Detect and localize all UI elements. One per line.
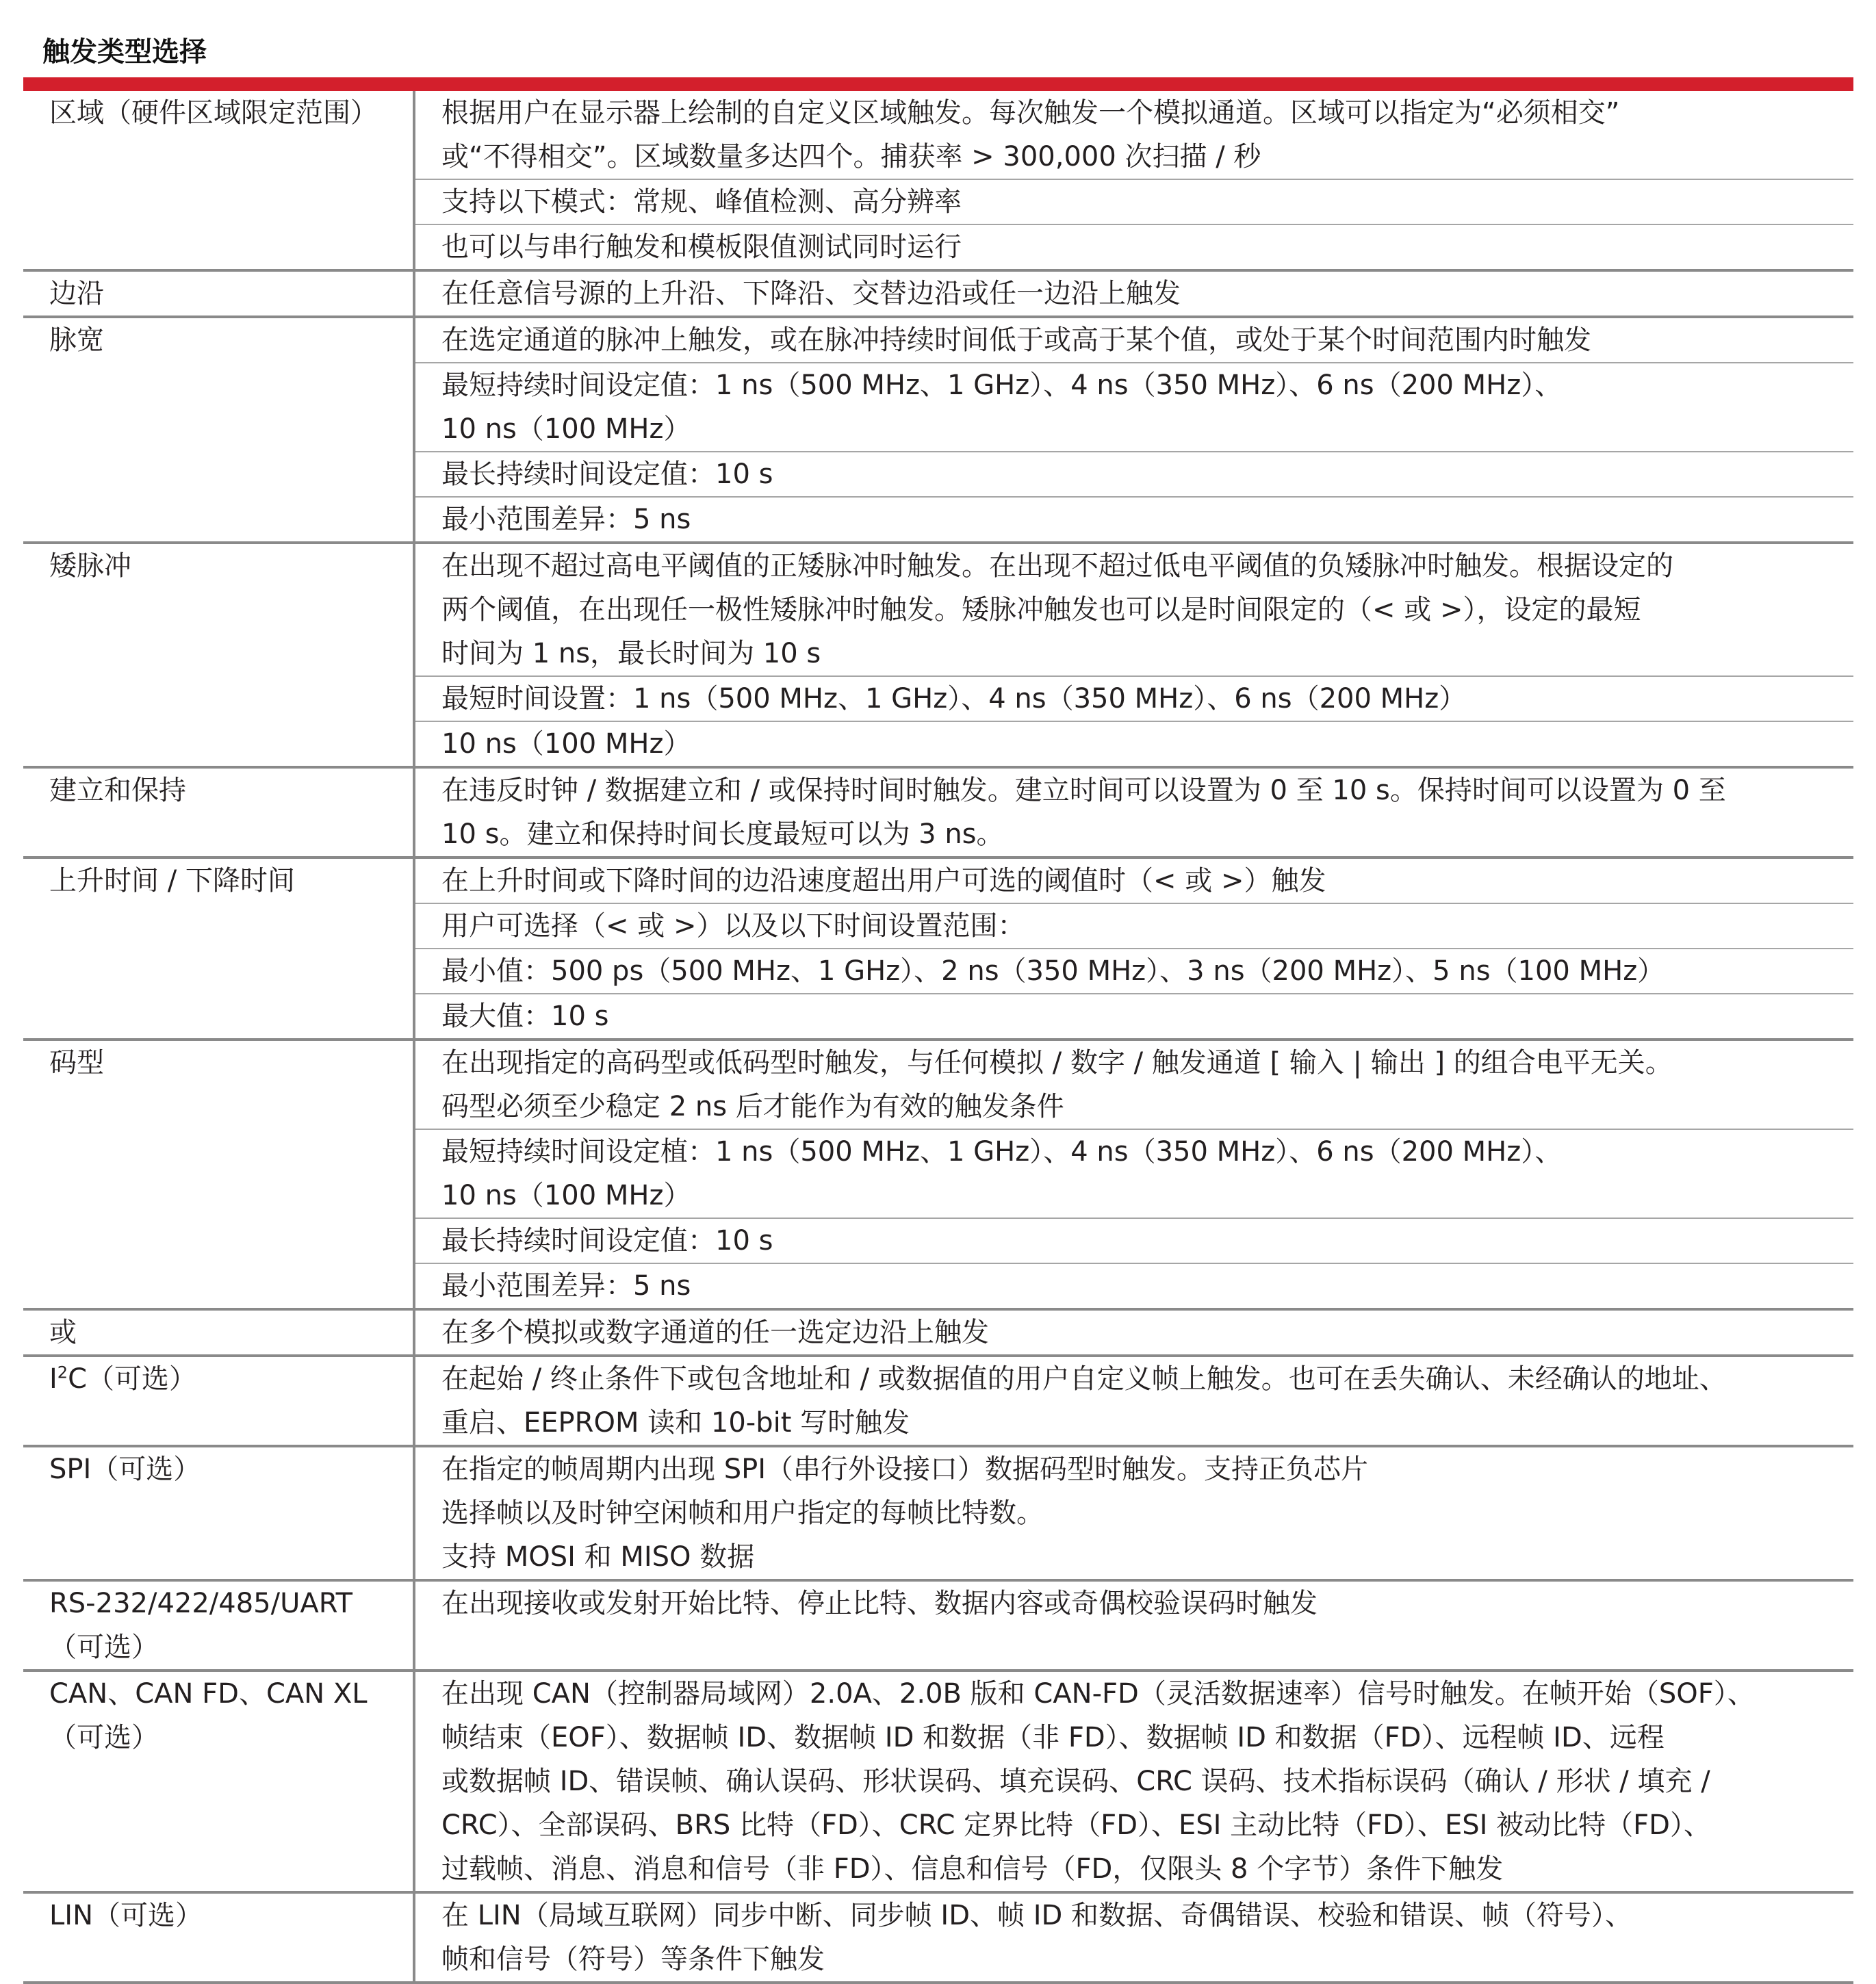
row-label: 上升时间 / 下降时间 (23, 859, 415, 1038)
description-item: 最小值：500 ps（500 MHz、1 GHz）、2 ns（350 MHz）、3 ns（200 MHz）、5 ns（100 MHz） (415, 948, 1853, 993)
description-item: 在出现指定的高码型或低码型时触发，与任何模拟 / 数字 / 触发通道 [ 输入 | 输出 ] 的组合电平无关。 码型必须至少稳定 2 ns 后才能作为有效的触发条件 (441, 1047, 1673, 1122)
description-item: 在指定的帧周期内出现 SPI（串行外设接口）数据码型时触发。支持正负芯片 选择帧以及时钟空闲帧和用户指定的每帧比特数。 支持 MOSI 和 MISO 数据 (441, 1454, 1369, 1573)
row-label: CAN、CAN FD、CAN XL （可选） (23, 1672, 415, 1891)
description-item: 最大值：10 s (415, 993, 1853, 1038)
row-description (415, 91, 1853, 269)
row-description (415, 272, 1853, 315)
row-description (415, 859, 1853, 1038)
description-item: 也可以与串行触发和模板限值测试同时运行 (415, 224, 1853, 269)
description-item: 在 LIN（局域互联网）同步中断、同步帧 ID、帧 ID 和数据、奇偶错误、校验和错误、帧（符号）、 帧和信号（符号）等条件下触发 (441, 1900, 1633, 1975)
row-description (415, 1894, 1853, 1981)
row-description (415, 1447, 1853, 1579)
description-item: 最长持续时间设定值：10 s (415, 1218, 1853, 1263)
page-title: 触发类型选择 (42, 36, 207, 68)
table-row-rise-fall-time (23, 856, 1853, 1038)
table-row-pulse-width (23, 315, 1853, 541)
row-description (415, 1672, 1853, 1891)
table-row-or (23, 1308, 1853, 1354)
row-label: 边沿 (23, 272, 415, 315)
row-description (415, 769, 1853, 856)
table-row-can (23, 1669, 1853, 1891)
row-description (415, 1311, 1853, 1354)
row-description (415, 1582, 1853, 1669)
row-description (415, 544, 1853, 766)
description-item: 10 ns（100 MHz） (415, 721, 1853, 766)
description-item: 在上升时间或下降时间的边沿速度超出用户可选的阈值时（< 或 >）触发 (441, 865, 1326, 897)
row-label: SPI（可选） (23, 1447, 415, 1579)
table-row-spi (23, 1445, 1853, 1579)
trigger-spec-table (23, 91, 1853, 1984)
description-item: 根据用户在显示器上绘制的自定义区域触发。每次触发一个模拟通道。区域可以指定为“必须相交” 或“不得相交”。区域数量多达四个。捕获率 > 300,000 次扫描 / 秒 (441, 97, 1620, 172)
table-row-setup-hold (23, 766, 1853, 856)
row-label: 矮脉冲 (23, 544, 415, 766)
description-item: 在违反时钟 / 数据建立和 / 或保持时间时触发。建立时间可以设置为 0 至 10 s。保持时间可以设置为 0 至 10 s。建立和保持时间长度最短可以为 3 ns。 (441, 775, 1726, 850)
table-row-zone (23, 91, 1853, 269)
description-item: 在起始 / 终止条件下或包含地址和 / 或数据值的用户自定义帧上触发。也可在丢失确认、未经确认的地址、 重启、EEPROM 读和 10-bit 写时触发 (441, 1363, 1727, 1439)
description-item: 在任意信号源的上升沿、下降沿、交替边沿或任一边沿上触发 (441, 278, 1181, 309)
row-description (415, 1041, 1853, 1308)
row-description (415, 318, 1853, 541)
table-row-runt (23, 541, 1853, 766)
row-label: 脉宽 (23, 318, 415, 541)
description-item: 最小范围差异：5 ns (415, 1263, 1853, 1308)
description-item: 支持以下模式：常规、峰值检测、高分辨率 (415, 179, 1853, 224)
description-item: 最短时间设置：1 ns（500 MHz、1 GHz）、4 ns（350 MHz）、6 ns（200 MHz） (415, 675, 1853, 721)
description-item: 最短持续时间设定值：1 ns（500 MHz、1 GHz）、4 ns（350 MHz）、6 ns（200 MHz）、 10 ns（100 MHz） (415, 362, 1853, 451)
description-item: 最长持续时间设定值：10 s (415, 451, 1853, 496)
table-row-edge (23, 269, 1853, 315)
description-item: 最短持续时间设定植：1 ns（500 MHz、1 GHz）、4 ns（350 MHz）、6 ns（200 MHz）、 10 ns（100 MHz） (415, 1129, 1853, 1218)
table-row-rs232-uart (23, 1579, 1853, 1669)
description-item: 在出现 CAN（控制器局域网）2.0A、2.0B 版和 CAN-FD（灵活数据速率）信号时触发。在帧开始（SOF）、 帧结束（EOF）、数据帧 ID、数据帧 ID 和数据（非 FD）、数据帧 ID 和数据（FD）、远程帧 ID、远程 或数据帧 ID、错误帧、确认误码、形状误码、填充误码、CRC 误码、技术指标误码（确认 / 形状 / 填充 / CRC）、全部误码、BRS 比特（FD）、CRC 定界比特（FD）、ESI 主动比特（FD）、ESI 被动比特（FD）、 过载帧、消息、消息和信号（非 FD）、信息和信号（FD，仅限头 8 个字节）条件下触发 (441, 1678, 1755, 1885)
row-label: LIN（可选） (23, 1894, 415, 1981)
label-prefix: I (49, 1363, 57, 1395)
row-label: 区域（硬件区域限定范围） (23, 91, 415, 269)
description-item: 在多个模拟或数字通道的任一选定边沿上触发 (441, 1317, 989, 1348)
row-description (415, 1357, 1853, 1445)
table-row-i2c (23, 1354, 1853, 1445)
table-row-lin (23, 1891, 1853, 1981)
description-item: 在出现接收或发射开始比特、停止比特、数据内容或奇偶校验误码时触发 (441, 1588, 1318, 1619)
row-label: 码型 (23, 1041, 415, 1308)
description-item: 最小范围差异：5 ns (415, 496, 1853, 541)
description-item: 在选定通道的脉冲上触发，或在脉冲持续时间低于或高于某个值，或处于某个时间范围内时触发 (441, 324, 1591, 356)
description-item: 在出现不超过高电平阈值的正矮脉冲时触发。在出现不超过低电平阈值的负矮脉冲时触发。根据设定的 两个阈值，在出现任一极性矮脉冲时触发。矮脉冲触发也可以是时间限定的（< 或 >），设定的最短 时间为 1 ns，最长时间为 10 s (441, 550, 1673, 669)
table-row-pattern (23, 1038, 1853, 1308)
row-label: 建立和保持 (23, 769, 415, 856)
label-suffix: C（可选） (68, 1363, 197, 1395)
label-superscript: 2 (57, 1363, 68, 1382)
description-item: 用户可选择（< 或 >）以及以下时间设置范围： (415, 903, 1853, 948)
title-rule (23, 77, 1853, 91)
row-label (23, 1357, 415, 1445)
row-label: RS-232/422/485/UART （可选） (23, 1582, 415, 1669)
row-label: 或 (23, 1311, 415, 1354)
